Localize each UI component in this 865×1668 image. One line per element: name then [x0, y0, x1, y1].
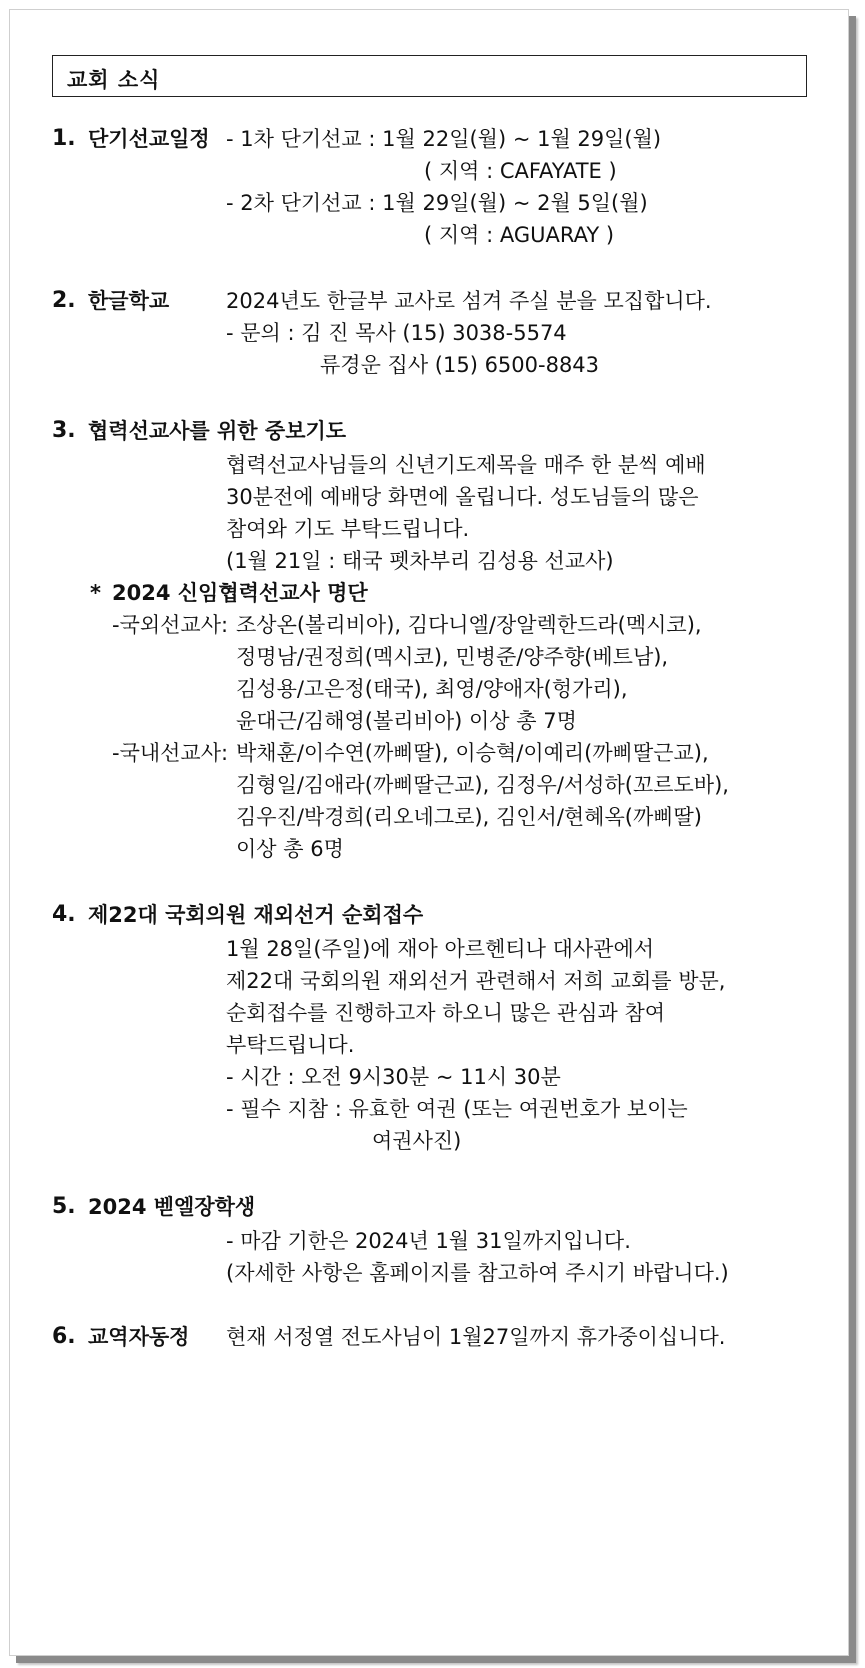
bulletin-page [9, 9, 849, 1656]
section-header [52, 55, 807, 97]
domestic-line: 박채훈/이수연(까삐딸), 이승혁/이예리(까삐딸근교), [236, 741, 709, 765]
item-line: - 마감 기한은 2024년 1월 31일까지입니다. [226, 1229, 631, 1253]
item-line: 협력선교사님들의 신년기도제목을 매주 한 분씩 예배 [226, 453, 706, 477]
item-line: 제22대 국회의원 재외선거 관련해서 저희 교회를 방문, [226, 969, 726, 993]
overseas-label: -국외선교사: [112, 613, 229, 637]
item-line: (자세한 사항은 홈페이지를 참고하여 주시기 바랍니다.) [226, 1261, 729, 1285]
item-line: 여권사진) [372, 1129, 462, 1153]
item-number: 4. [52, 902, 76, 927]
item-line: 2024년도 한글부 교사로 섬겨 주실 분을 모집합니다. [226, 289, 712, 313]
item-line: 1월 28일(주일)에 재아 아르헨티나 대사관에서 [226, 937, 655, 961]
item-number: 3. [52, 418, 76, 443]
item-line: 순회접수를 진행하고자 하오니 많은 관심과 참여 [226, 1001, 666, 1025]
item-number: 5. [52, 1194, 76, 1219]
sub-title: 2024 신임협력선교사 명단 [112, 581, 368, 605]
overseas-line: 김성용/고은정(태국), 최영/양애자(헝가리), [236, 677, 628, 701]
item-line: 류경운 집사 (15) 6500-8843 [320, 353, 600, 377]
item-title: 한글학교 [88, 289, 170, 313]
item-number: 1. [52, 126, 76, 151]
domestic-label: -국내선교사: [112, 741, 229, 765]
item-line: 참여와 기도 부탁드립니다. [226, 517, 470, 541]
domestic-line: 김우진/박경희(리오네그로), 김인서/현혜옥(까삐딸) [236, 805, 702, 829]
item-line: - 시간 : 오전 9시30분 ~ 11시 30분 [226, 1065, 561, 1089]
item-line: ( 지역 : AGUARAY ) [424, 223, 615, 247]
item-title: 단기선교일정 [88, 127, 210, 151]
overseas-line: 정명남/권정희(멕시코), 민병준/양주향(베트남), [236, 645, 669, 669]
overseas-line: 조상온(볼리비아), 김다니엘/장알렉한드라(멕시코), [236, 613, 702, 637]
item-title: 제22대 국회의원 재외선거 순회접수 [88, 903, 424, 927]
overseas-line: 윤대근/김해영(볼리비아) 이상 총 7명 [236, 709, 577, 733]
item-title: 협력선교사를 위한 중보기도 [88, 419, 347, 443]
item-number: 6. [52, 1324, 76, 1349]
item-title: 교역자동정 [88, 1325, 190, 1349]
item-line: - 문의 : 김 진 목사 (15) 3038-5574 [226, 321, 567, 345]
section-title: 교회 소식 [67, 68, 161, 92]
item-line: 현재 서정열 전도사님이 1월27일까지 휴가중이십니다. [226, 1325, 726, 1349]
item-line: - 필수 지참 : 유효한 여권 (또는 여권번호가 보이는 [226, 1097, 688, 1121]
domestic-line: 김형일/김애라(까삐딸근교), 김정우/서성하(꼬르도바), [236, 773, 729, 797]
item-line: (1월 21일 : 태국 펫차부리 김성용 선교사) [226, 549, 614, 573]
sub-bullet: * [90, 581, 101, 605]
item-line: - 2차 단기선교 : 1월 29일(월) ~ 2월 5일(월) [226, 191, 648, 215]
item-line: - 1차 단기선교 : 1월 22일(월) ~ 1월 29일(월) [226, 127, 662, 151]
domestic-line: 이상 총 6명 [236, 837, 344, 861]
item-line: 30분전에 예배당 화면에 올립니다. 성도님들의 많은 [226, 485, 699, 509]
item-line: ( 지역 : CAFAYATE ) [424, 159, 617, 183]
item-number: 2. [52, 288, 76, 313]
item-title: 2024 벧엘장학생 [88, 1195, 256, 1219]
item-line: 부탁드립니다. [226, 1033, 355, 1057]
